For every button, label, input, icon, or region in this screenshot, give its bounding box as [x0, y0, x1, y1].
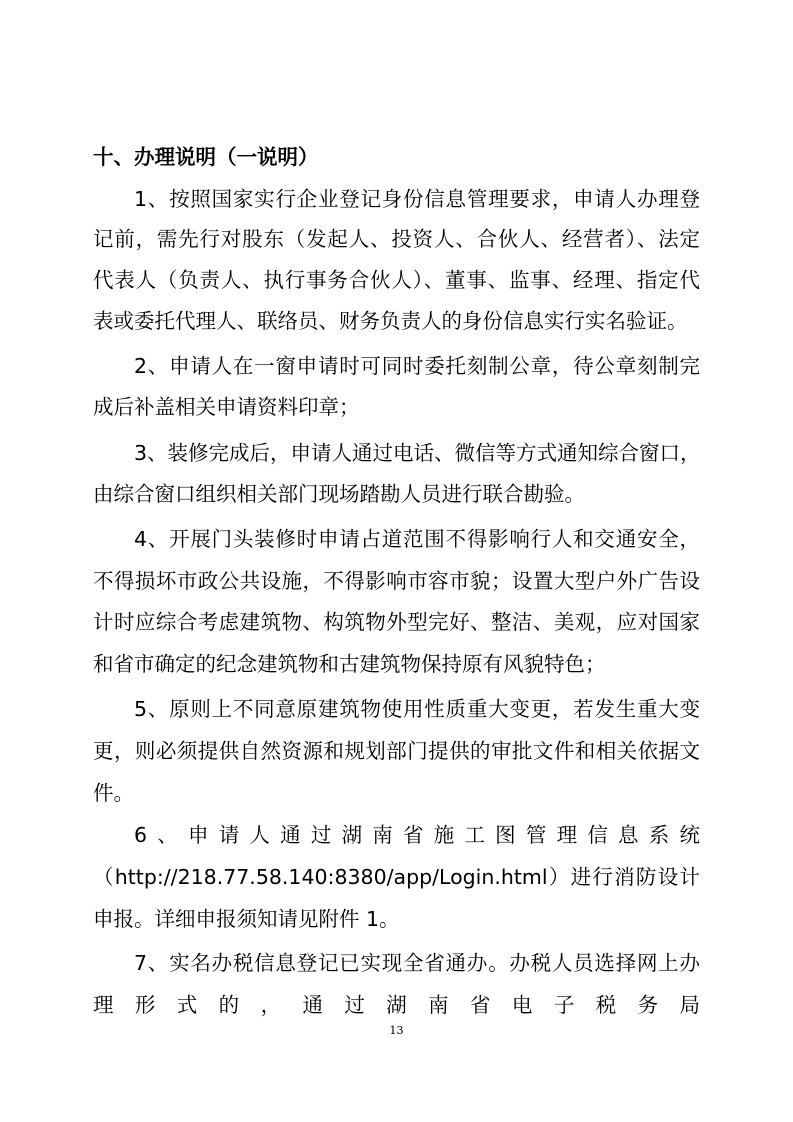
paragraph-line: 6、申请人通过湖南省施工图管理信息系统: [134, 823, 700, 847]
paragraph-line: 更，则必须提供自然资源和规划部门提供的审批文件和相关依据文: [93, 739, 700, 763]
paragraph-line: 表或委托代理人、联络员、财务负责人的身份信息实行实名验证。: [93, 309, 688, 333]
paragraph-line: 记前，需先行对股东（发起人、投资人、合伙人、经营者）、法定: [93, 227, 700, 251]
paragraph-line: 1、按照国家实行企业登记身份信息管理要求，申请人办理登: [134, 187, 700, 211]
paragraph-line: 成后补盖相关申请资料印章；: [93, 395, 360, 419]
page-number: 13: [389, 1024, 404, 1037]
paragraph-line: 申报。详细申报须知请见附件 1。: [93, 907, 400, 931]
paragraph-line: 3、装修完成后，申请人通过电话、微信等方式通知综合窗口，: [134, 441, 701, 465]
paragraph-line: 件。: [93, 781, 134, 805]
paragraph-line: 5、原则上不同意原建筑物使用性质重大变更，若发生重大变: [134, 697, 700, 721]
paragraph-line: 由综合窗口组织相关部门现场踏勘人员进行联合勘验。: [93, 482, 585, 506]
document-page: [93, 0, 700, 1122]
paragraph-line: 4、开展门头装修时申请占道范围不得影响行人和交通安全，: [134, 527, 700, 551]
paragraph-line: 计时应综合考虑建筑物、构筑物外型完好、整洁、美观，应对国家: [93, 610, 700, 634]
paragraph-line: 代表人（负责人、执行事务合伙人）、董事、监事、经理、指定代: [93, 268, 700, 292]
paragraph-line: 7、实名办税信息登记已实现全省通办。办税人员选择网上办: [134, 951, 700, 975]
paragraph-line: 和省市确定的纪念建筑物和古建筑物保持原有风貌特色；: [93, 652, 606, 676]
paragraph-line: 2、申请人在一窗申请时可同时委托刻制公章，待公章刻制完: [134, 354, 700, 378]
paragraph-line: 理形式的，通过湖南省电子税务局: [93, 993, 700, 1017]
paragraph-line: （http://218.77.58.140:8380/app/Login.html）进行消防设计: [93, 865, 700, 889]
paragraph-line: 不得损坏市政公共设施，不得影响市容市貌；设置大型户外广告设: [93, 569, 700, 593]
section-heading: 十、办理说明（一说明）: [93, 145, 319, 169]
